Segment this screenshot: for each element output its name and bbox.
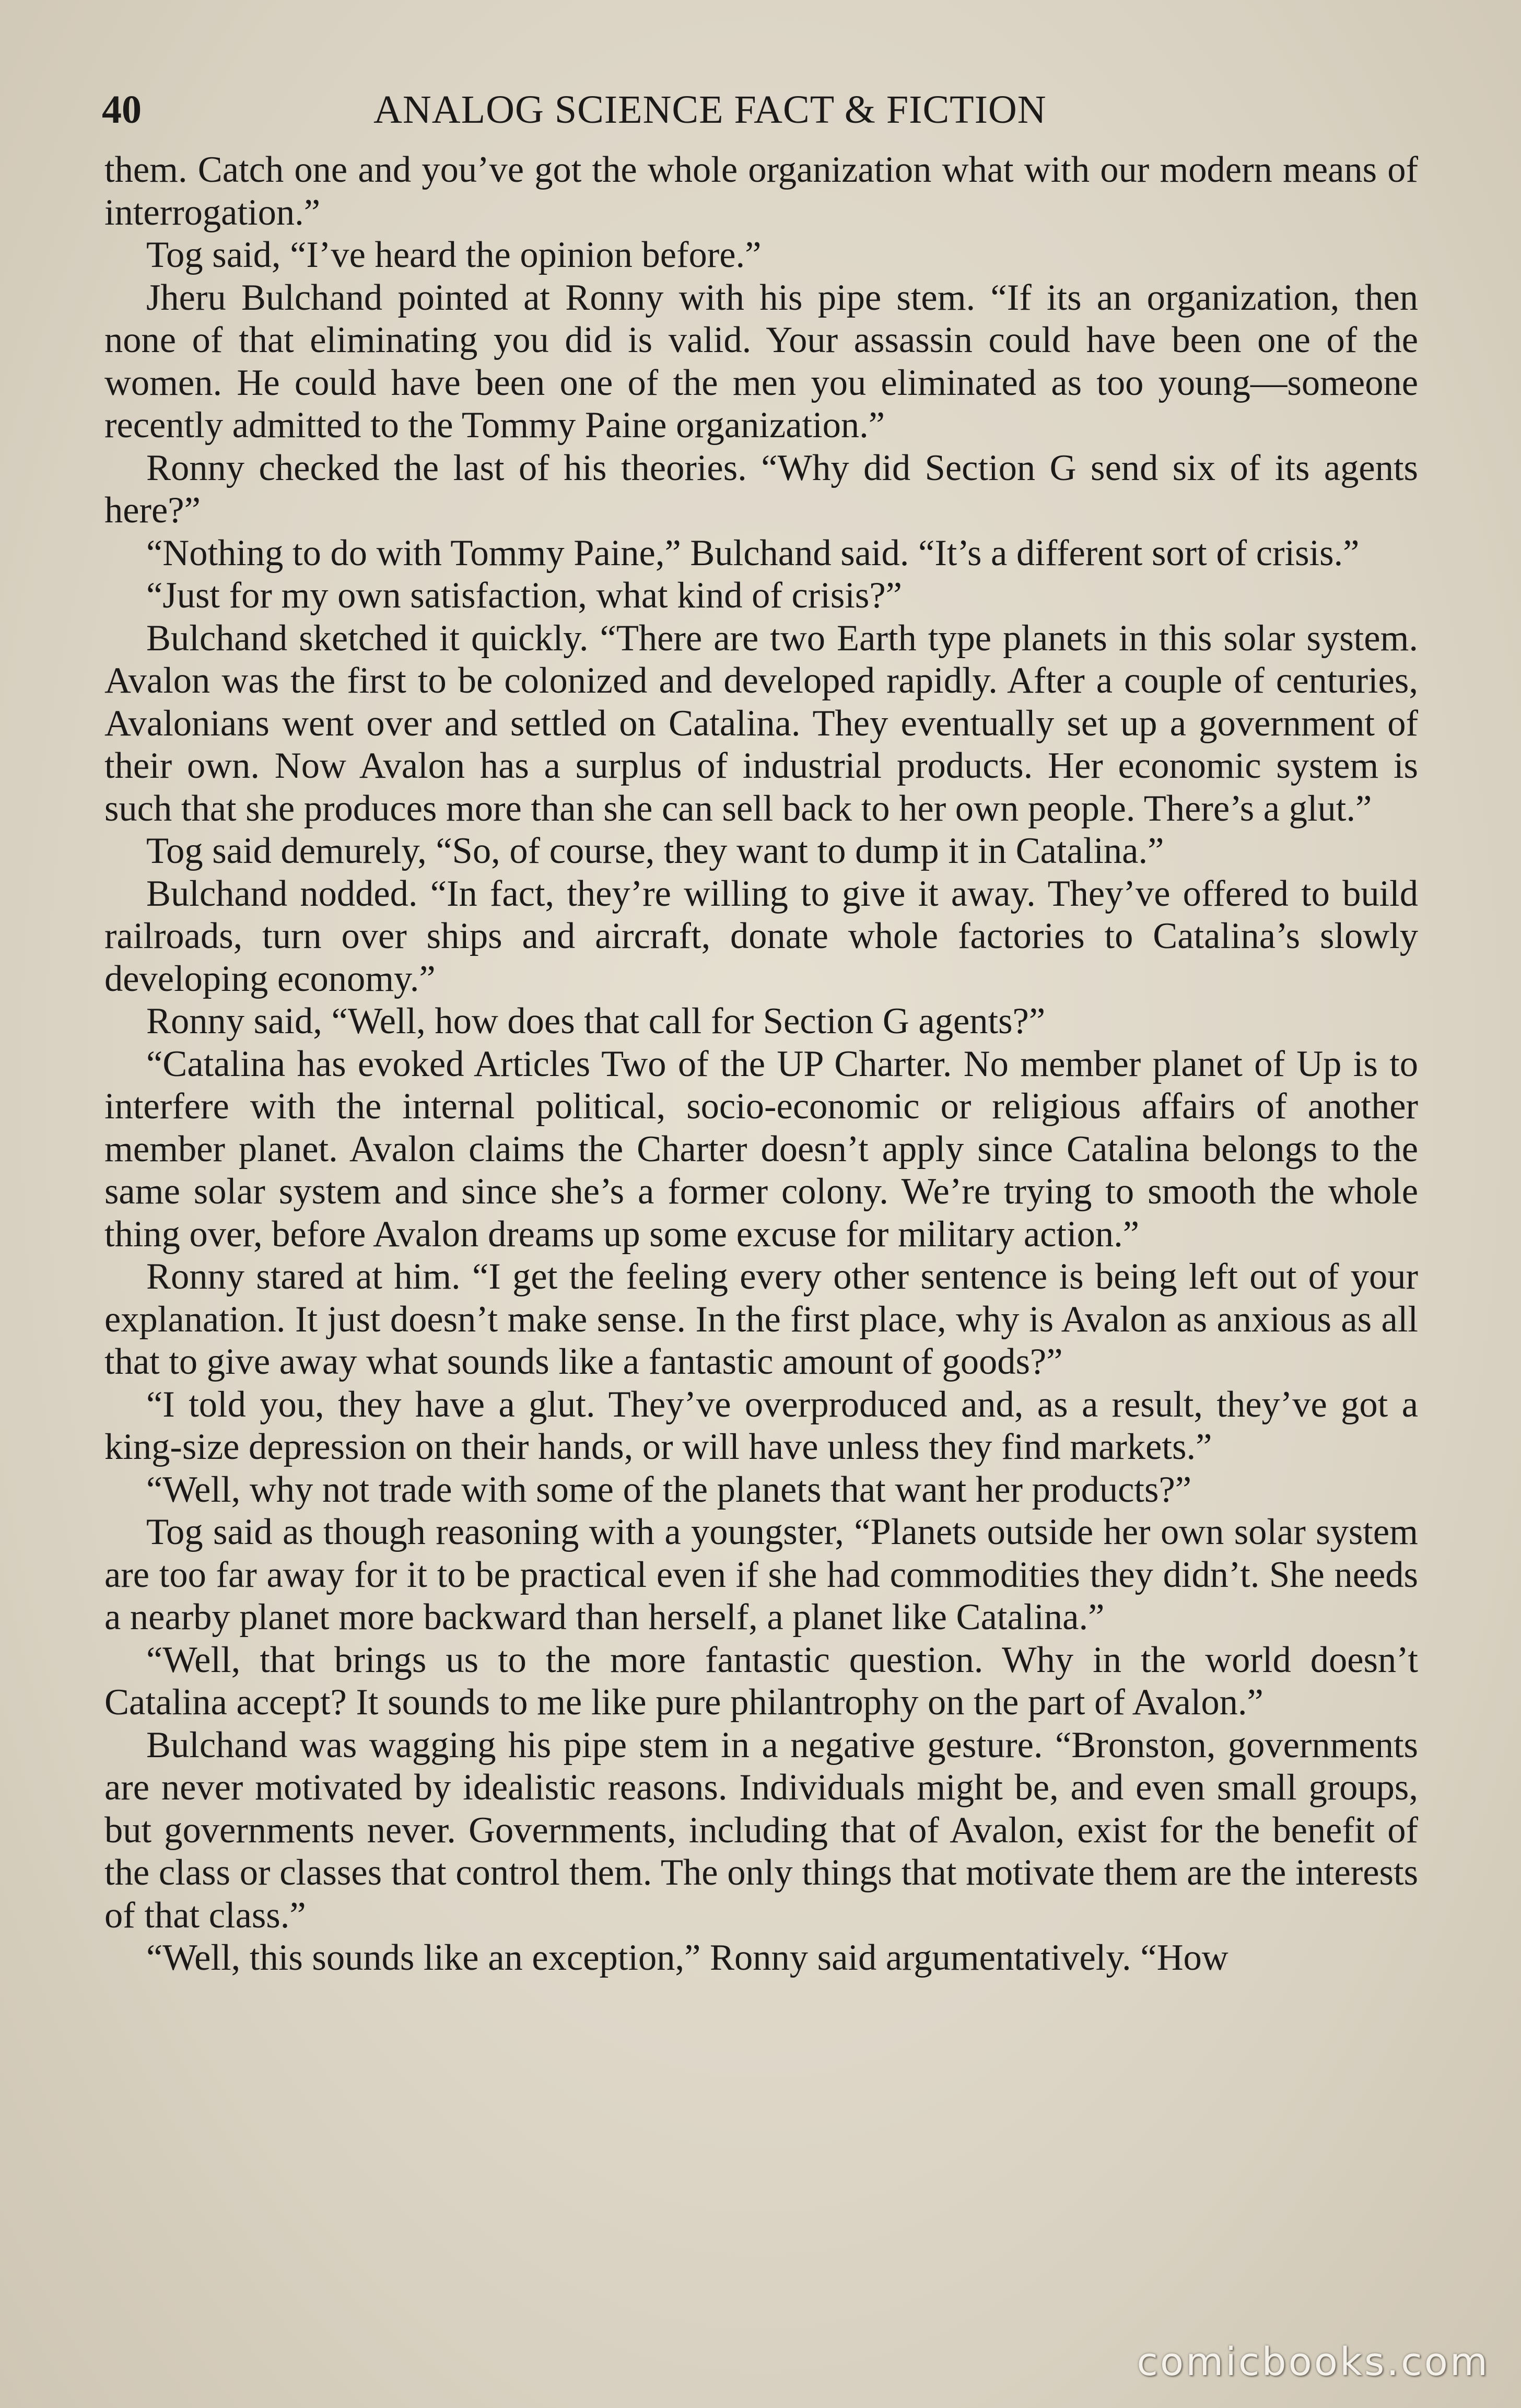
body-text (104, 149, 1418, 1980)
paragraph: Ronny stared at him. “I get the feeling every other sentence is being left out of your explanation. It just doesn’t make sense. In the first place, why is Avalon as anxious as all that to give away what sounds like a fantastic amount of goods?” (104, 1256, 1418, 1382)
paragraph: “I told you, they have a glut. They’ve overproduced and, as a result, they’ve got a king-size depression on their hands, or will have unless they find markets.” (104, 1384, 1418, 1467)
paragraph: Bulchand nodded. “In fact, they’re willing to give it away. They’ve offered to build railroads, turn over ships and aircraft, donate whole factories to Catalina’s slowly developing economy.” (104, 873, 1418, 999)
paragraph: Ronny checked the last of his theories. “Why did Section G send six of its agents here?” (104, 447, 1418, 531)
paragraph: “Just for my own satisfaction, what kind of crisis?” (146, 575, 902, 616)
page-header (102, 78, 1421, 141)
paragraph: “Well, why not trade with some of the planets that want her products?” (146, 1469, 1192, 1510)
page-number: 40 (102, 88, 142, 132)
paragraph: “Well, that brings us to the more fantastic question. Why in the world doesn’t Catalina accept? It sounds to me like pure philantrophy on the part of Avalon.” (104, 1639, 1418, 1723)
paragraph: Tog said, “I’ve heard the opinion before.” (146, 235, 762, 275)
paragraph: “Catalina has evoked Articles Two of the UP Charter. No member planet of Up is to interfere with the internal political, socio-economic or religious affairs of another member planet. Avalon claims the Charter doesn’t apply since Catalina belongs to the same solar system and since she’s a former colony. We’re trying to smooth the whole thing over, before Avalon dreams up some excuse for military action.” (104, 1043, 1418, 1255)
watermark: comicbooks.com (1137, 2340, 1490, 2384)
running-head: ANALOG SCIENCE FACT & FICTION (373, 88, 1047, 132)
paragraph: “Nothing to do with Tommy Paine,” Bulchand said. “It’s a different sort of crisis.” (146, 532, 1360, 574)
paragraph: Tog said as though reasoning with a youngster, “Planets outside her own solar system are too far away for it to be practical even if she had commodities they didn’t. She needs a nearby planet more backward than herself, a planet like Catalina.” (104, 1512, 1418, 1638)
paragraph: them. Catch one and you’ve got the whole organization what with our modern means of interrogation.” (104, 149, 1418, 233)
paragraph: Jheru Bulchand pointed at Ronny with his pipe stem. “If its an organization, then none of that eliminating you did is valid. Your assassin could have been one of the women. He could have been one of the men you eliminated as too young—someone recently admitted to the Tommy Paine organization.” (104, 277, 1418, 446)
paragraph: Bulchand was wagging his pipe stem in a negative gesture. “Bronston, governments are never motivated by idealistic reasons. Individuals might be, and even small groups, but governments never. Governments, including that of Avalon, exist for the benefit of the class or classes that control them. The only things that motivate them are the interests of that class.” (104, 1724, 1418, 1936)
paragraph: Tog said demurely, “So, of course, they want to dump it in Catalina.” (146, 831, 1164, 871)
paragraph: Bulchand sketched it quickly. “There are two Earth type planets in this solar system. Avalon was the first to be colonized and developed rapidly. After a couple of centuries, Avalonians went over and settled on Catalina. They eventually set up a government of their own. Now Avalon has a surplus of industrial products. Her economic system is such that she produces more than she can sell back to her own people. There’s a glut.” (104, 617, 1418, 829)
paragraph: Ronny said, “Well, how does that call for Section G agents?” (146, 1001, 1046, 1042)
paragraph: “Well, this sounds like an exception,” Ronny said argumentatively. “How (146, 1937, 1228, 1978)
